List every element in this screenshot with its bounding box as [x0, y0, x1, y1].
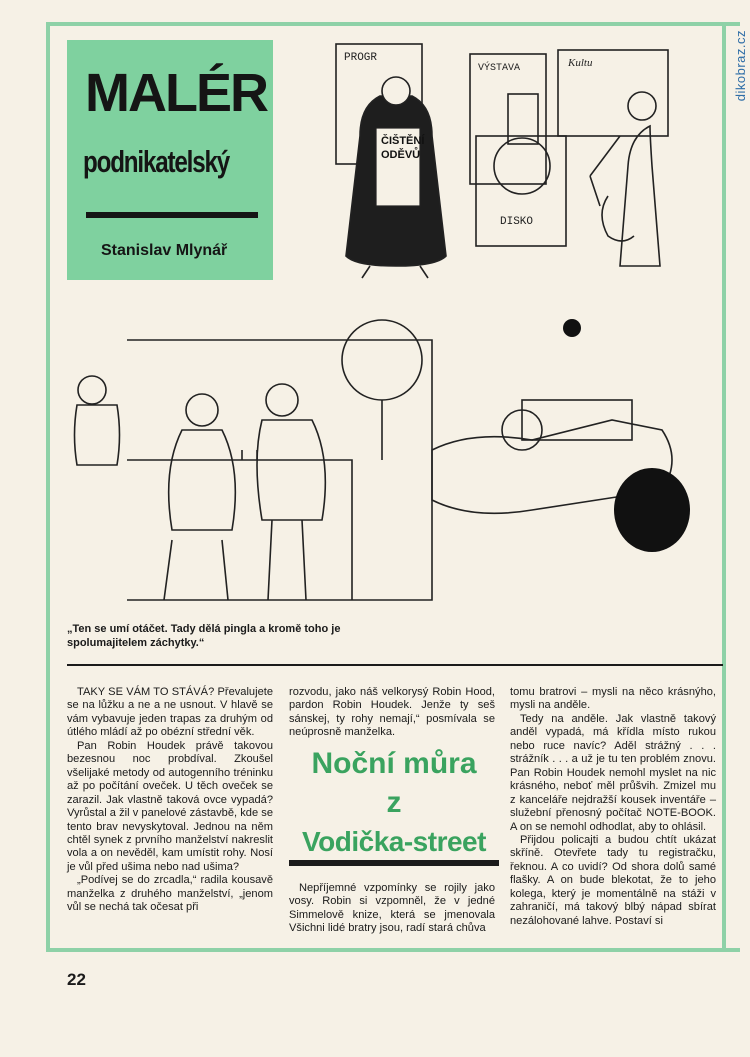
- text-column-1: [67, 686, 273, 915]
- paragraph: tomu bratrovi – mysli na něco krásnýho, mysli na anděle.: [510, 686, 716, 712]
- race-car-wheel: [614, 468, 690, 552]
- poster-text-kultura: Kultu: [568, 57, 593, 69]
- title-rule: [86, 212, 258, 218]
- headline-line-3: Vodička-street: [302, 826, 486, 857]
- paragraph: Nepříjemné vzpomínky se rojily jako vosy. Robin si vzpomněl, že v jedné Simmelově knize, která se jmenovala Všichni lidé bratry jsou, radí stará chůva: [289, 882, 495, 935]
- poster-disko: [476, 136, 566, 246]
- section-headline: [289, 744, 499, 861]
- frame-top-border: [46, 22, 740, 26]
- paragraph: „Podívej se do zrcadla,“ radila kousavě manželka z druhého manželství, „jenom vůl se nechá tak očesat při: [67, 874, 273, 914]
- text-column-2: [289, 686, 495, 740]
- sandwich-board-line-1: ČIŠTĚNÍ: [381, 135, 425, 147]
- page-number: 22: [67, 970, 86, 989]
- paragraph: Tedy na anděle. Jak vlastně takový anděl vypadá, má křídla místo rukou nebo ruce navíc? Aděl strážný . . . strážník . . . a už je tu ten problém znovu. Pan Robin Houdek nemohl myslet na nic krásného, neboť měl průšvih. Zmizel mu z kanceláře nejdražší kousek inventáře – služební přenosný počítač NOTE-BOOK. A on se nemohl odhodlat, aby to ohlásil.: [510, 712, 716, 833]
- section-divider: [67, 664, 723, 666]
- text-column-2-bottom: [289, 882, 495, 936]
- article-author: Stanislav Mlynář: [101, 242, 228, 259]
- frame-left-border: [46, 22, 50, 950]
- paragraph: Pan Robin Houdek právě takovou bezesnou noc probdíval. Zkoušel všelijaké metody od autogenního tréninku až po počítání oveček. U těch oveček se zarazil. Jak vlastně taková ovce vypadá? Vyrůstal a žil v panelové zástavbě, kde se tento brav nevyskytoval. Jednou na něm chtěl synek z prvního manželství nakreslit vola a on nevěděl, kam umístit rohy. Nosí je vůl před ušima nebo nad ušima?: [67, 739, 273, 873]
- cartoon-bar: [52, 300, 712, 620]
- poster-text-disko: DISKO: [500, 216, 534, 228]
- paragraph: rozvodu, jako náš velkorysý Robin Hood, pardon Robin Houdek. Jenže ty seš sánskej, ty rohy nemají,“ posmívala se neúprosně manželka.: [289, 686, 495, 739]
- cartoon-posters: [300, 36, 720, 286]
- poster-text-progr: PROGR: [344, 52, 378, 64]
- paragraph: Přijdou policajti a budou chtít ukázat skříně. Otevřete tady tu registračku, řeknou. A co uvidí? Od shora dolů samé flašky. A on bude blekotat, že to jeho kolega, který je momentálně na stáži v zahraničí, má takový blbý nápad sbírat nezálohované lahve. Postaví si: [510, 833, 716, 927]
- article-title: MALÉR: [85, 63, 267, 123]
- headline-rule: [289, 860, 499, 866]
- sandwich-board-line-2: ODĚVŮ: [381, 149, 421, 161]
- title-box: [67, 40, 273, 280]
- poster-text-vystava: VÝSTAVA: [478, 63, 521, 74]
- headline-line-2: z: [386, 786, 402, 819]
- text-column-3: [510, 686, 716, 928]
- article-subtitle: podnikatelský: [83, 144, 230, 179]
- fan-circle: [342, 320, 422, 400]
- watermark: dikobraz.cz: [733, 30, 748, 102]
- cartoon-caption: „Ten se umí otáčet. Tady dělá pingla a kromě toho je spolumajitelem záchytky.“: [67, 623, 341, 649]
- frame-bottom-border: [46, 948, 740, 952]
- paragraph: TAKY SE VÁM TO STÁVÁ? Převalujete se na lůžku a ne a ne usnout. V hlavě se vám vybavuje jeden trapas za druhým od útlého mládí až po obézní střední věk.: [67, 686, 273, 739]
- frame-right-border: [722, 22, 726, 950]
- headline-line-1: Noční můra: [311, 747, 477, 780]
